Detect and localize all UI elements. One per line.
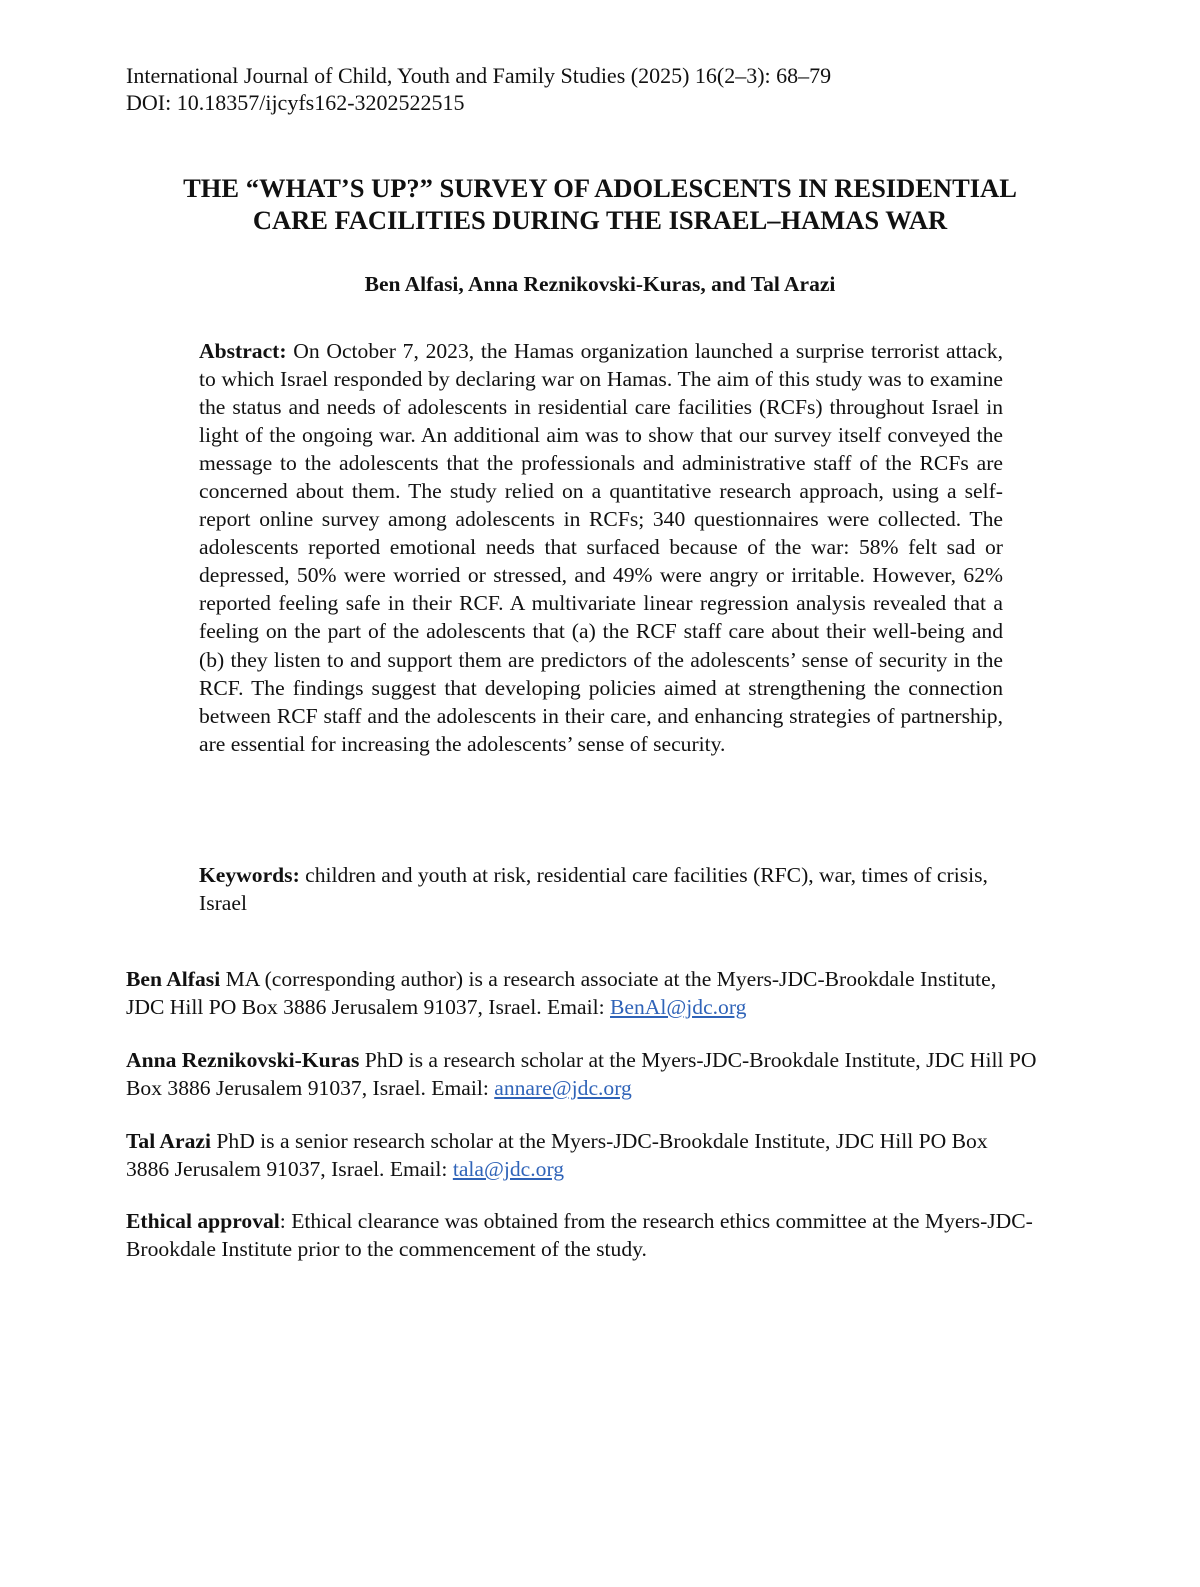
email-link[interactable]: BenAl@jdc.org [610, 995, 747, 1019]
keywords-label: Keywords: [199, 863, 300, 887]
email-link[interactable]: annare@jdc.org [494, 1076, 632, 1100]
doi: DOI: 10.18357/ijcyfs162-3202522515 [126, 90, 465, 115]
keywords [199, 861, 1003, 917]
bio-name: Anna Reznikovski-Kuras [126, 1048, 360, 1072]
author-list: Ben Alfasi, Anna Reznikovski-Kuras, and Tal Arazi [364, 272, 836, 296]
title-line-2: CARE FACILITIES DURING THE ISRAEL–HAMAS WAR [252, 205, 948, 235]
author-bio-2 [126, 1046, 1076, 1102]
email-link[interactable]: tala@jdc.org [452, 1157, 565, 1181]
ethics-text: : Ethical clearance was obtained from the research ethics committee at the Myers-JDC-Brookdale Institute prior to the commencement of the study. [126, 1209, 1033, 1261]
abstract-text: On October 7, 2023, the Hamas organization launched a surprise terrorist attack, to which Israel responded by declaring war on Hamas. The aim of this study was to examine the status and needs of adolescents in residential care facilities (RCFs) throughout Israel in light of the ongoing war. An additional aim was to show that our survey itself conveyed the message to the adolescents that the professionals and administrative staff of the RCFs are concerned about them. The study relied on a quantitative research approach, using a self-report online survey among adolescents in RCFs; 340 questionnaires were collected. The adolescents reported emotional needs that surfaced because of the war: 58% felt sad or depressed, 50% were worried or stressed, and 49% were angry or irritable. However, 62% reported feeling safe in their RCF. A multivariate linear regression analysis revealed that a feeling on the part of the adolescents that (a) the RCF staff care about their well-being and (b) they listen to and support them are predictors of the adolescents’ sense of security in the RCF. The findings suggest that developing policies aimed at strengthening the connection between RCF staff and the adolescents in their care, and enhancing strategies of partnership, are essential for increasing the adolescents’ sense of security. [199, 339, 1003, 756]
bio-text: PhD is a research scholar at the Myers-JDC-Brookdale Institute, JDC Hill PO Box 3886 Jerusalem 91037, Israel. Email: [126, 1048, 1037, 1100]
author-bio-1 [126, 965, 1036, 1021]
bio-name: Tal Arazi [126, 1129, 211, 1153]
bio-text: PhD is a senior research scholar at the Myers-JDC-Brookdale Institute, JDC Hill PO Box 3886 Jerusalem 91037, Israel. Email: [126, 1129, 988, 1181]
paper-title [100, 172, 1100, 236]
bio-name: Ben Alfasi [126, 967, 221, 991]
ethical-approval [126, 1207, 1036, 1263]
keywords-text: children and youth at risk, residential care facilities (RFC), war, times of crisis, Israel [199, 863, 988, 915]
abstract-label: Abstract: [199, 339, 287, 363]
bio-text: MA (corresponding author) is a research associate at the Myers-JDC-Brookdale Institute, JDC Hill PO Box 3886 Jerusalem 91037, Israel. Email: [126, 967, 997, 1019]
author-bio-3 [126, 1127, 1026, 1183]
ethics-label: Ethical approval [126, 1209, 280, 1233]
title-line-1: THE “WHAT’S UP?” SURVEY OF ADOLESCENTS IN RESIDENTIAL [183, 173, 1017, 203]
abstract [199, 337, 1003, 758]
running-header [126, 62, 831, 116]
journal-citation: International Journal of Child, Youth and Family Studies (2025) 16(2–3): 68–79 [126, 63, 832, 88]
